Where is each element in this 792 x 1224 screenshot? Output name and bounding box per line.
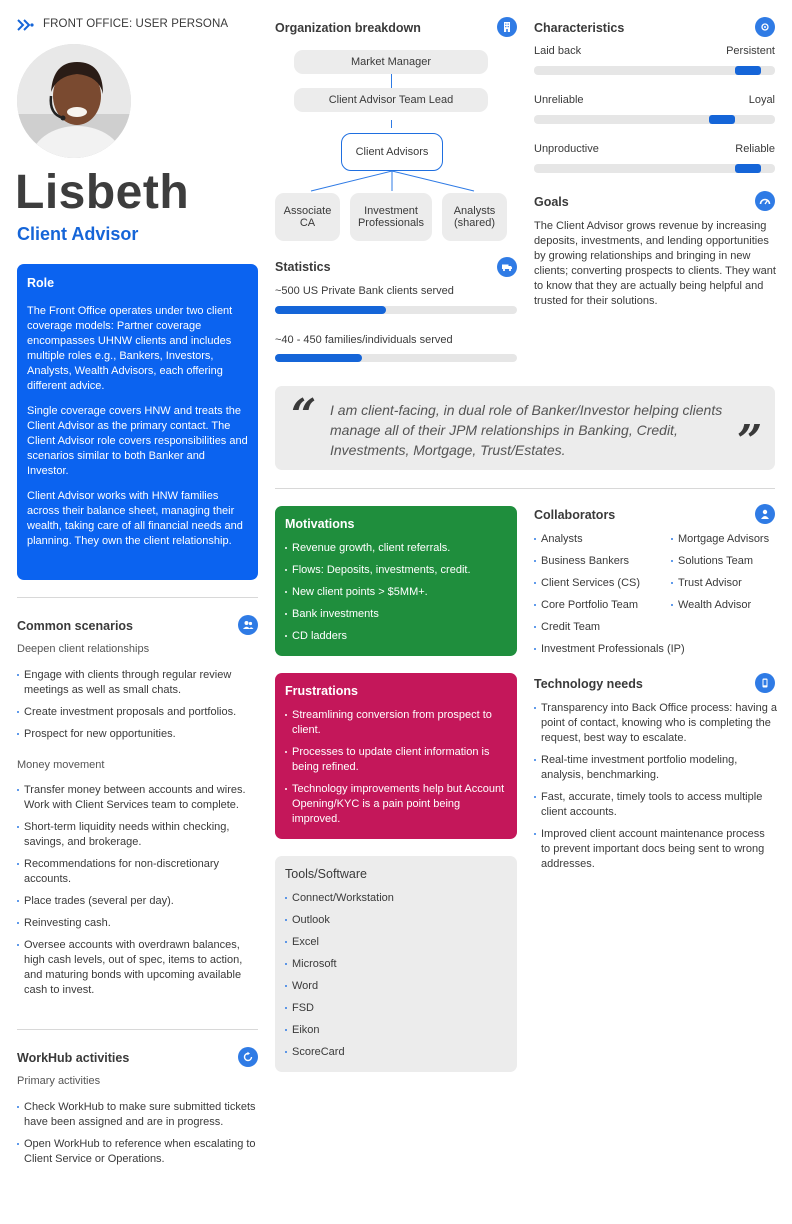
trait-slider (534, 164, 775, 173)
list-item: Investment Professionals (IP) (534, 642, 664, 657)
org-heading: Organization breakdown (275, 21, 421, 35)
org-node-analysts: Analysts (shared) (442, 193, 507, 241)
close-quote-icon: ” (737, 416, 763, 467)
technology-list (534, 701, 777, 879)
trait-marker (709, 115, 735, 124)
list-item: Fast, accurate, timely tools to access multiple client accounts. (534, 790, 777, 820)
technology-heading: Technology needs (534, 677, 643, 691)
list-item: Transfer money between accounts and wires. Work with Client Services team to complete. (17, 783, 261, 813)
characteristics-heading: Characteristics (534, 21, 625, 35)
role-card (17, 264, 258, 580)
tools-card (275, 856, 517, 1072)
org-node-team-lead: Client Advisor Team Lead (294, 88, 488, 112)
list-item: Analysts (534, 532, 664, 547)
list-item: New client points > $5MM+. (285, 585, 507, 600)
spacer (275, 374, 775, 375)
org-node-market-manager: Market Manager (294, 50, 488, 74)
role-paragraph: Client Advisor works with HNW families across their balance sheet, managing their wealth, taking care of all financial needs and planning. They own the client relationship. (27, 490, 243, 547)
org-node-investment-professionals: Investment Professionals (350, 193, 432, 241)
trait-left-label: Laid back (534, 45, 582, 57)
org-node-client-advisors: Client Advisors (341, 133, 443, 171)
scenarios-heading: Common scenarios (17, 619, 134, 633)
list-item: Flows: Deposits, investments, credit. (285, 563, 507, 578)
list-item: Revenue growth, client referrals. (285, 541, 507, 556)
list-item: Processes to update client information is being refined. (285, 745, 507, 775)
list-item: Check WorkHub to make sure submitted tickets have been assigned and are in progress. (17, 1100, 261, 1130)
list-item: Client Services (CS) (534, 576, 664, 591)
truck-icon (497, 257, 517, 277)
motivations-heading: Motivations (285, 517, 355, 531)
trait-slider (534, 66, 775, 75)
scenario-group-title: Deepen client relationships (17, 643, 150, 655)
building-icon (497, 17, 517, 37)
stat-bar (275, 306, 517, 314)
section-divider (17, 1029, 258, 1030)
collaborators-heading: Collaborators (534, 508, 616, 522)
list-item: Short-term liquidity needs within checking, savings, and brokerage. (17, 820, 261, 850)
list-item: Core Portfolio Team (534, 598, 664, 613)
persona-name: Lisbeth (15, 166, 190, 219)
user-icon (755, 504, 775, 524)
list-item: Prospect for new opportunities. (17, 727, 261, 742)
goals-text: The Client Advisor grows revenue by increasing deposits, investments, and lending opportunities by growing relationships and bringing in new clients; converting prospects to clients. They want to know that they are actually being helpful and trusted for their solutions. (534, 220, 776, 307)
trait-slider (534, 115, 775, 124)
stat-bar (275, 354, 517, 362)
workhub-subtitle: Primary activities (17, 1075, 101, 1087)
list-item: Recommendations for non-discretionary accounts. (17, 857, 261, 887)
stat-label: ~500 US Private Bank clients served (275, 285, 454, 297)
stat-bar-fill (275, 306, 386, 314)
section-divider (275, 488, 775, 489)
frustrations-heading: Frustrations (285, 684, 358, 698)
list-item: Trust Advisor (671, 576, 783, 591)
device-icon (755, 673, 775, 693)
motivations-card (275, 506, 517, 656)
role-paragraph: Single coverage covers HNW and treats the Client Advisor as the primary contact. The Client Advisor role covers responsibilities and scenarios similar to both Banker and Investor. (27, 405, 248, 477)
trait-left-label: Unreliable (534, 94, 584, 106)
list-item: Outlook (285, 913, 507, 928)
list-item: Reinvesting cash. (17, 916, 261, 931)
persona-job-title: Client Advisor (17, 224, 139, 244)
list-item: Transparency into Back Office process: having a point of contact, knowing who is completing the request, best way to escalate. (534, 701, 777, 746)
section-divider (17, 597, 258, 598)
list-item: ScoreCard (285, 1045, 507, 1060)
list-item: Improved client account maintenance process to prevent important docs being sent to wrong addresses. (534, 827, 777, 872)
refresh-icon (238, 1047, 258, 1067)
list-item: Oversee accounts with overdrawn balances, high cash levels, out of spec, items to action, and maturing bonds with upcoming available cash to invest. (17, 938, 261, 998)
trait-right-label: Persistent (726, 45, 775, 57)
list-item: Business Bankers (534, 554, 664, 569)
badge-icon (755, 17, 775, 37)
trait-right-label: Loyal (748, 94, 775, 106)
list-item: Excel (285, 935, 507, 950)
org-node-associate-ca: Associate CA (275, 193, 340, 241)
document-type-label: FRONT OFFICE: USER PERSONA (43, 18, 229, 30)
list-item: Streamlining conversion from prospect to client. (285, 708, 507, 738)
list-item: Open WorkHub to reference when escalating to Client Service or Operations. (17, 1137, 261, 1167)
role-heading: Role (27, 276, 55, 290)
list-item: Engage with clients through regular review meetings as well as small chats. (17, 668, 261, 698)
list-item: FSD (285, 1001, 507, 1016)
brand-chevrons-icon (17, 17, 35, 33)
list-item: Microsoft (285, 957, 507, 972)
list-item: Wealth Advisor (671, 598, 783, 613)
list-item: Mortgage Advisors (671, 532, 783, 547)
list-item: Real-time investment portfolio modeling, analysis, benchmarking. (534, 753, 777, 783)
scenario-list (17, 668, 261, 749)
trait-right-label: Reliable (735, 143, 775, 155)
org-connector (391, 120, 392, 128)
workhub-list (17, 1100, 261, 1174)
persona-quote (275, 386, 775, 470)
list-item: Technology improvements help but Account Opening/KYC is a pain point being improved. (285, 782, 507, 827)
list-item: Create investment proposals and portfolios. (17, 705, 261, 720)
gauge-icon (755, 191, 775, 211)
list-item: Connect/Workstation (285, 891, 507, 906)
statistics-heading: Statistics (275, 260, 331, 274)
org-branch-lines (275, 171, 517, 193)
role-paragraph: The Front Office operates under two client coverage models: Partner coverage encompasses UHNW clients and includes multiple roles e.g., Bankers, Investors, Analysts, Wealth Advisors, each offering different advice. (27, 305, 233, 392)
list-item: Place trades (several per day). (17, 894, 261, 909)
list-item: Solutions Team (671, 554, 783, 569)
quote-text: I am client-facing, in dual role of Banker/Investor helping clients manage all of their JPM relationships in Banking, Credit, Investments, Mortgage, Trust/Estates. (330, 402, 723, 458)
list-item: Bank investments (285, 607, 507, 622)
open-quote-icon: “ (291, 390, 317, 441)
scenario-group-title: Money movement (17, 759, 105, 771)
scenario-list (17, 783, 261, 1005)
collaborators-list (671, 532, 783, 620)
users-icon (238, 615, 258, 635)
persona-avatar (17, 44, 131, 158)
list-item: CD ladders (285, 629, 507, 644)
list-item: Credit Team (534, 620, 664, 635)
trait-marker (735, 164, 761, 173)
list-item: Eikon (285, 1023, 507, 1038)
goals-heading: Goals (534, 195, 569, 209)
trait-left-label: Unproductive (534, 143, 599, 155)
workhub-heading: WorkHub activities (17, 1051, 130, 1065)
stat-bar-fill (275, 354, 362, 362)
tools-heading: Tools/Software (285, 867, 367, 881)
collaborators-list (534, 532, 685, 664)
stat-label: ~40 - 450 families/individuals served (275, 334, 453, 346)
frustrations-card (275, 673, 517, 839)
org-connector (391, 74, 392, 88)
list-item: Word (285, 979, 507, 994)
trait-marker (735, 66, 761, 75)
